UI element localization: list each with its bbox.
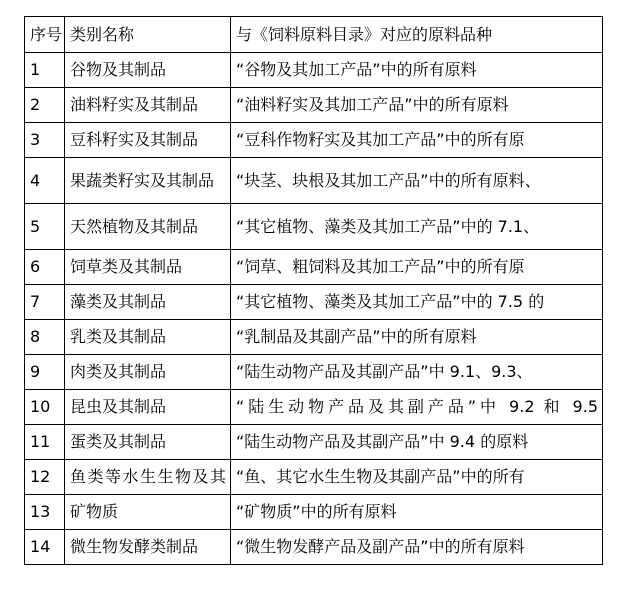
row-number: 14: [25, 530, 65, 565]
header-number: 序号: [25, 17, 65, 53]
row-number: 13: [25, 495, 65, 530]
row-number: 7: [25, 285, 65, 320]
table-row: [25, 250, 603, 285]
row-source: “其它植物、藻类及其加工产品”中的 7.5 的: [231, 285, 603, 320]
row-category: 微生物发酵类制品: [65, 530, 231, 565]
row-source: “陆生动物产品及其副产品”中 9.2 和 9.5: [231, 390, 603, 425]
table-header-row: [25, 17, 603, 53]
row-number: 6: [25, 250, 65, 285]
row-number: 12: [25, 460, 65, 495]
table-row: [25, 53, 603, 88]
row-source: “鱼、其它水生生物及其副产品”中的所有: [231, 460, 603, 495]
table-row: [25, 390, 603, 425]
row-source: “豆科作物籽实及其加工产品”中的所有原: [231, 123, 603, 158]
table-row: [25, 530, 603, 565]
row-category: 油料籽实及其制品: [65, 88, 231, 123]
table-row: [25, 460, 603, 495]
table-row: [25, 88, 603, 123]
header-source: 与《饲料原料目录》对应的原料品种: [231, 17, 603, 53]
row-category: 昆虫及其制品: [65, 390, 231, 425]
table-row: [25, 285, 603, 320]
row-number: 8: [25, 320, 65, 355]
row-number: 9: [25, 355, 65, 390]
row-number: 10: [25, 390, 65, 425]
row-number: 5: [25, 204, 65, 250]
row-category: 豆科籽实及其制品: [65, 123, 231, 158]
row-source: “微生物发酵产品及副产品”中的所有原料: [231, 530, 603, 565]
row-number: 4: [25, 158, 65, 204]
row-number: 1: [25, 53, 65, 88]
row-source: “矿物质”中的所有原料: [231, 495, 603, 530]
row-number: 3: [25, 123, 65, 158]
raw-material-category-table: [24, 16, 603, 565]
row-category: 乳类及其制品: [65, 320, 231, 355]
table-row: [25, 204, 603, 250]
table-row: [25, 123, 603, 158]
table-row: [25, 158, 603, 204]
row-category: 藻类及其制品: [65, 285, 231, 320]
row-category: 饲草类及其制品: [65, 250, 231, 285]
row-category: 天然植物及其制品: [65, 204, 231, 250]
row-source: “陆生动物产品及其副产品”中 9.1、9.3、: [231, 355, 603, 390]
row-category: 鱼类等水生生物及其: [65, 460, 231, 495]
table-row: [25, 425, 603, 460]
row-source: “陆生动物产品及其副产品”中 9.4 的原料: [231, 425, 603, 460]
row-source: “其它植物、藻类及其加工产品”中的 7.1、: [231, 204, 603, 250]
row-number: 2: [25, 88, 65, 123]
row-category: 肉类及其制品: [65, 355, 231, 390]
row-source: “油料籽实及其加工产品”中的所有原料: [231, 88, 603, 123]
row-category: 谷物及其制品: [65, 53, 231, 88]
row-category: 蛋类及其制品: [65, 425, 231, 460]
table-row: [25, 355, 603, 390]
row-category: 果蔬类籽实及其制品: [65, 158, 231, 204]
row-source: “饲草、粗饲料及其加工产品”中的所有原: [231, 250, 603, 285]
header-category: 类别名称: [65, 17, 231, 53]
table-row: [25, 495, 603, 530]
table-row: [25, 320, 603, 355]
row-category: 矿物质: [65, 495, 231, 530]
row-source: “乳制品及其副产品”中的所有原料: [231, 320, 603, 355]
row-source: “块茎、块根及其加工产品”中的所有原料、: [231, 158, 603, 204]
row-number: 11: [25, 425, 65, 460]
row-source: “谷物及其加工产品”中的所有原料: [231, 53, 603, 88]
